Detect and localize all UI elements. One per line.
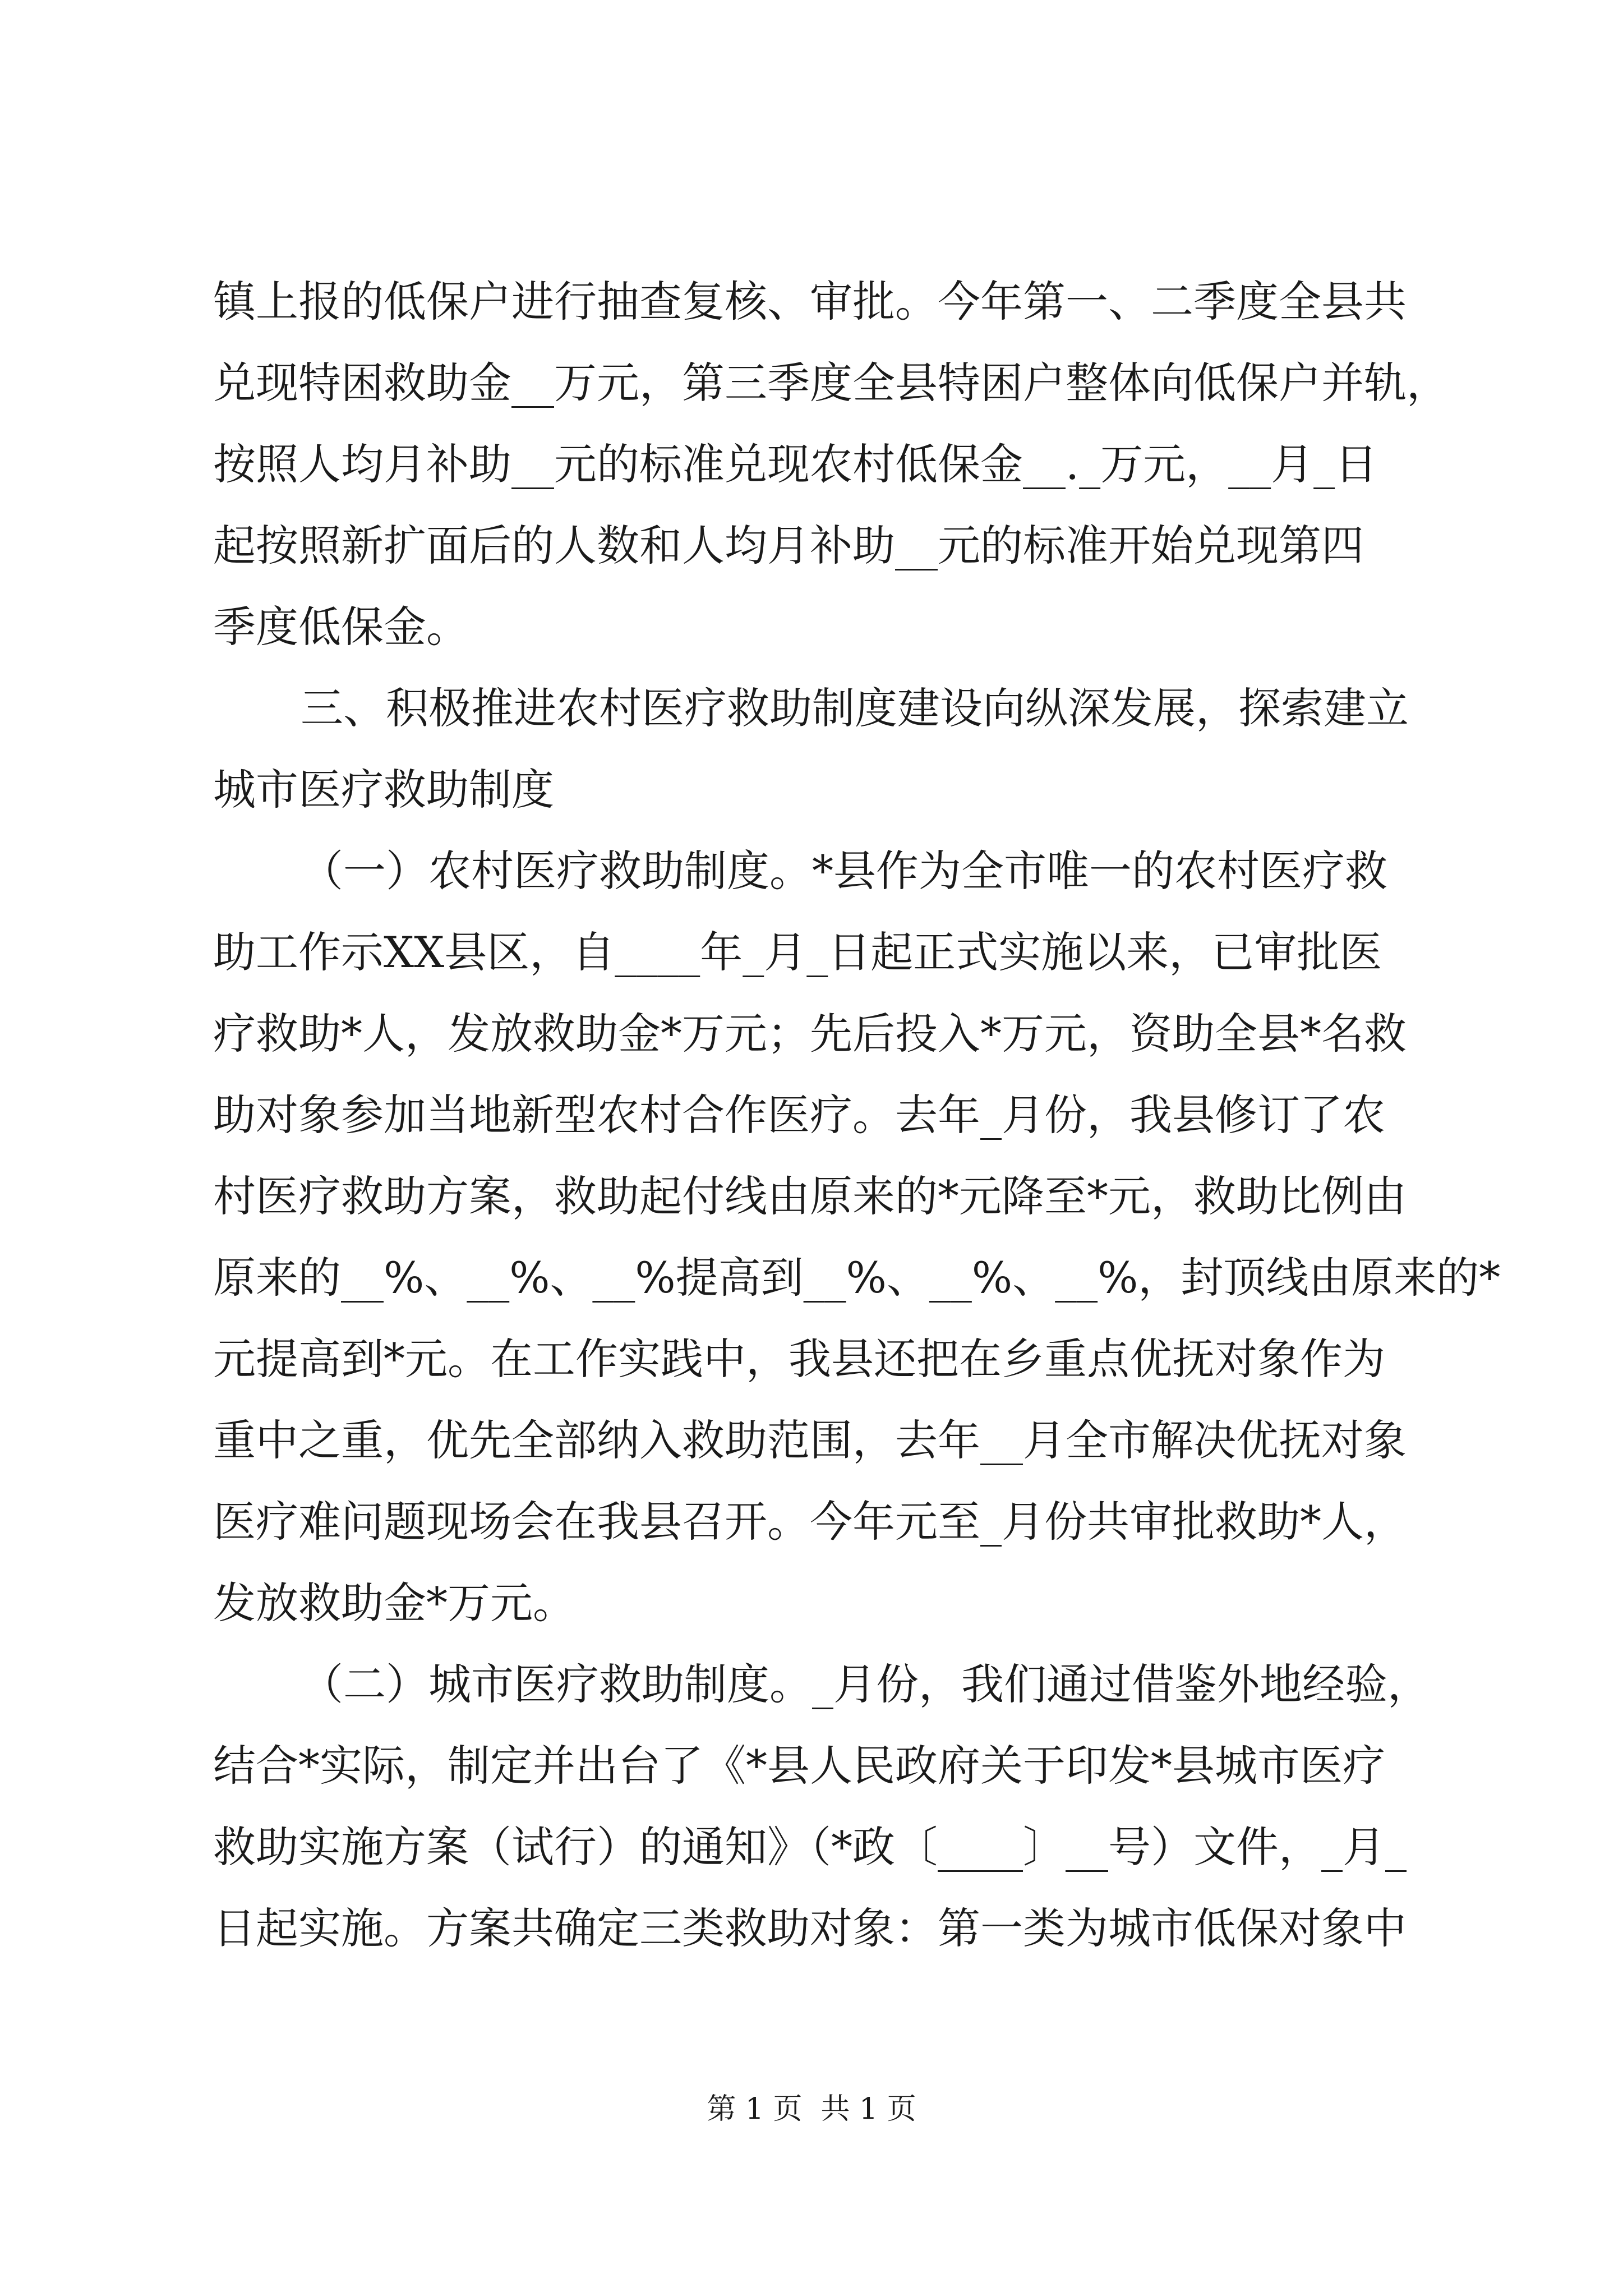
section-heading-3: 三、积极推进农村医疗救助制度建设向纵深发展，探索建立 [301,683,1409,733]
text-line-4: 起按照新扩面后的人数和人均月补助__元的标准开始兑现第四 [213,521,1364,570]
text-line-3: 按照人均月补助__元的标准兑现农村低保金__._万元，__月_日 [213,439,1378,489]
text-line-8: （一）农村医疗救助制度。*县作为全市唯一的农村医疗救 [301,846,1387,896]
text-line-17: 发放救助金*万元。 [213,1578,575,1628]
text-line-11: 助对象参加当地新型农村合作医疗。去年_月份，我县修订了农 [213,1090,1385,1140]
text-line-12: 村医疗救助方案，救助起付线由原来的*元降至*元，救助比例由 [213,1171,1407,1221]
section-heading-3-cont: 城市医疗救助制度 [213,765,554,815]
text-line-21: 日起实施。方案共确定三类救助对象：第一类为城市低保对象中 [213,1903,1407,1953]
text-line-15: 重中之重，优先全部纳入救助范围，去年__月全市解决优抚对象 [213,1415,1407,1465]
text-line-20: 救助实施方案（试行）的通知》（*政〔____〕__号）文件，_月_ [213,1822,1407,1872]
text-line-18: （二）城市医疗救助制度。_月份，我们通过借鉴外地经验， [301,1659,1430,1709]
text-line-9: 助工作示XX县区，自____年_月_日起正式实施以来，已审批医 [213,927,1382,977]
text-line-19: 结合*实际，制定并出台了《*县人民政府关于印发*县城市医疗 [213,1741,1385,1791]
text-line-16: 医疗难问题现场会在我县召开。今年元至_月份共审批救助*人， [213,1497,1407,1547]
page-footer: 第 1 页 共 1 页 [707,2092,916,2126]
text-line-2: 兑现特困救助金__万元，第三季度全县特困户整体向低保户并轨， [213,358,1449,408]
text-line-13: 原来的__%、__%、__%提高到__%、__%、__%，封顶线由原来的* [213,1253,1501,1303]
text-line-5: 季度低保金。 [213,602,469,652]
text-line-1: 镇上报的低保户进行抽查复核、审批。今年第一、二季度全县共 [213,277,1407,326]
text-line-10: 疗救助*人，发放救助金*万元；先后投入*万元，资助全县*名救 [213,1009,1407,1059]
text-line-14: 元提高到*元。在工作实践中，我县还把在乡重点优抚对象作为 [213,1334,1385,1384]
